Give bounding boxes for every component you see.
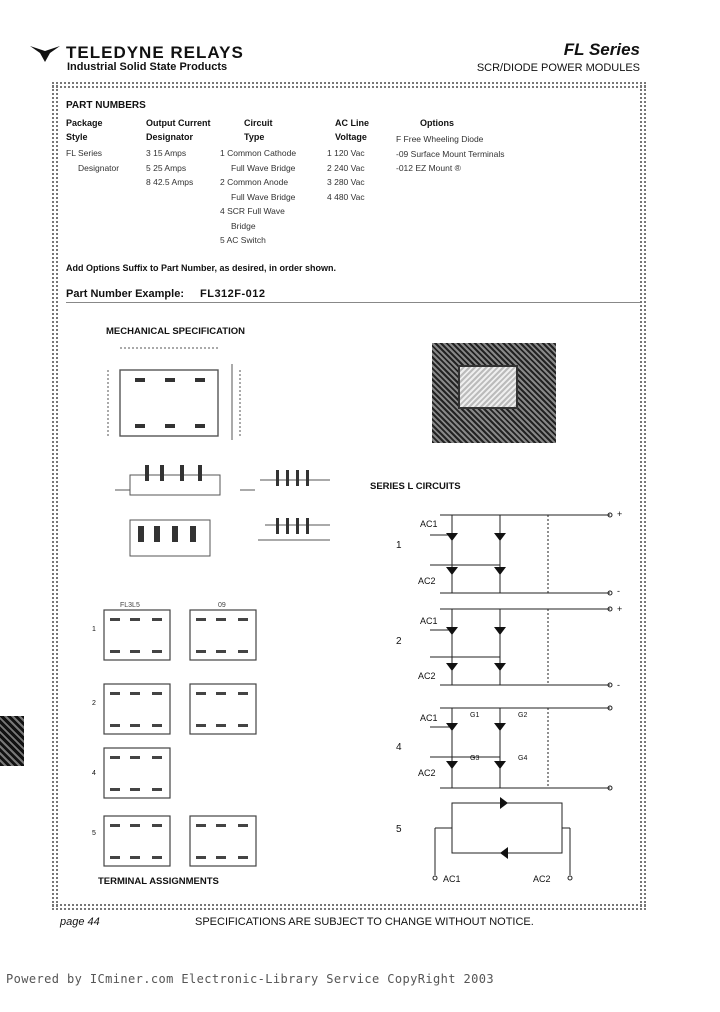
frame-top [52,82,646,88]
teledyne-logo-icon [28,42,62,64]
gate-label: G4 [518,755,528,762]
col-package [66,116,119,175]
frame-left [52,82,58,910]
series-l-circuits [390,505,640,895]
ac2-label: AC2 [418,768,436,778]
circuit-label: 2 [396,636,402,647]
spec-notice: SPECIFICATIONS ARE SUBJECT TO CHANGE WITHOUT NOTICE. [195,916,534,928]
table-cell: Bridge [231,220,256,231]
table-cell: F Free Wheeling Diode [396,134,484,144]
table-cell: -09 Surface Mount Terminals [396,148,505,159]
terminal-col-a: FL3L5 [120,602,140,609]
table-cell: Designator [78,162,120,173]
example-value: FL312F-012 [200,288,266,300]
ac1-label: AC1 [420,519,438,529]
table-cell: 3 280 Vac [327,177,365,187]
table-cell: 4 480 Vac [327,191,365,202]
terminal-row-label: 1 [92,626,96,633]
terminal-row-label: 4 [92,770,96,777]
col-head: Style [66,132,88,142]
col-head: Circuit [244,118,273,128]
minus-terminal: - [617,586,620,596]
module-photo-label [458,365,518,409]
table-cell: 5 25 Amps [146,162,187,173]
ac1-label: AC1 [420,713,438,723]
gate-label: G3 [470,755,480,762]
col-head: AC Line [335,118,370,128]
ac2-label: AC2 [418,671,436,681]
product-line: SCR/DIODE POWER MODULES [476,62,640,74]
ac1-label: AC1 [443,874,461,884]
table-cell: 8 42.5 Amps [146,177,194,187]
terminals-title: TERMINAL ASSIGNMENTS [98,876,219,887]
table-cell: Full Wave Bridge [231,162,296,173]
page-tab-marker [0,716,24,766]
col-head: Voltage [335,132,367,142]
mechanical-title: MECHANICAL SPECIFICATION [106,326,245,337]
circuits-title: SERIES L CIRCUITS [370,481,461,492]
plus-terminal: + [617,604,623,614]
table-cell: FL Series [66,148,103,158]
terminal-row-label: 2 [92,700,96,707]
col-head: Package [66,118,103,128]
ac2-label: AC2 [533,874,551,884]
plus-terminal: + [617,509,623,519]
powered-by: Powered by ICminer.com Electronic-Library Service CopyRight 2003 [6,972,494,986]
col-head: Designator [146,132,194,142]
circuit-label: 1 [396,540,402,551]
col-circuit [220,116,296,248]
col-output-current [146,116,211,190]
ac1-label: AC1 [420,616,438,626]
series-title: FL Series [563,40,640,59]
module-photo [432,343,556,443]
example-label: Part Number Example: [66,288,184,300]
terminal-row-label: 5 [92,830,96,837]
table-cell: Full Wave Bridge [231,191,296,202]
options-suffix-note: Add Options Suffix to Part Number, as desired, in order shown. [66,263,337,273]
table-cell: 4 SCR Full Wave [220,206,285,216]
col-ac-line [327,116,369,204]
col-head: Options [420,118,454,128]
circuit-label: 4 [396,742,402,753]
table-cell: 2 240 Vac [327,162,365,173]
table-cell: 3 15 Amps [146,148,187,158]
part-numbers-title: PART NUMBERS [66,100,146,111]
mechanical-drawing [90,340,340,580]
frame-bottom [52,904,646,910]
table-cell: 2 Common Anode [220,177,289,187]
frame-right [640,82,646,910]
terminal-assignments-drawing [90,600,270,870]
minus-terminal: - [617,680,620,690]
page-number: page 44 [60,916,100,928]
table-cell: 1 120 Vac [327,148,365,158]
tagline: Industrial Solid State Products [67,61,228,73]
gate-label: G2 [518,712,528,719]
col-head: Type [244,132,265,142]
col-options [396,116,505,176]
table-cell: 5 AC Switch [220,235,266,245]
terminal-col-b: 09 [218,602,226,609]
example-divider [66,302,640,303]
circuit-label: 5 [396,824,402,835]
ac2-label: AC2 [418,576,436,586]
brand-name: TELEDYNE RELAYS [66,43,244,62]
table-cell: 1 Common Cathode [220,148,297,158]
table-cell: -012 EZ Mount ® [396,163,461,173]
col-head: Output Current [146,118,211,128]
gate-label: G1 [470,712,480,719]
